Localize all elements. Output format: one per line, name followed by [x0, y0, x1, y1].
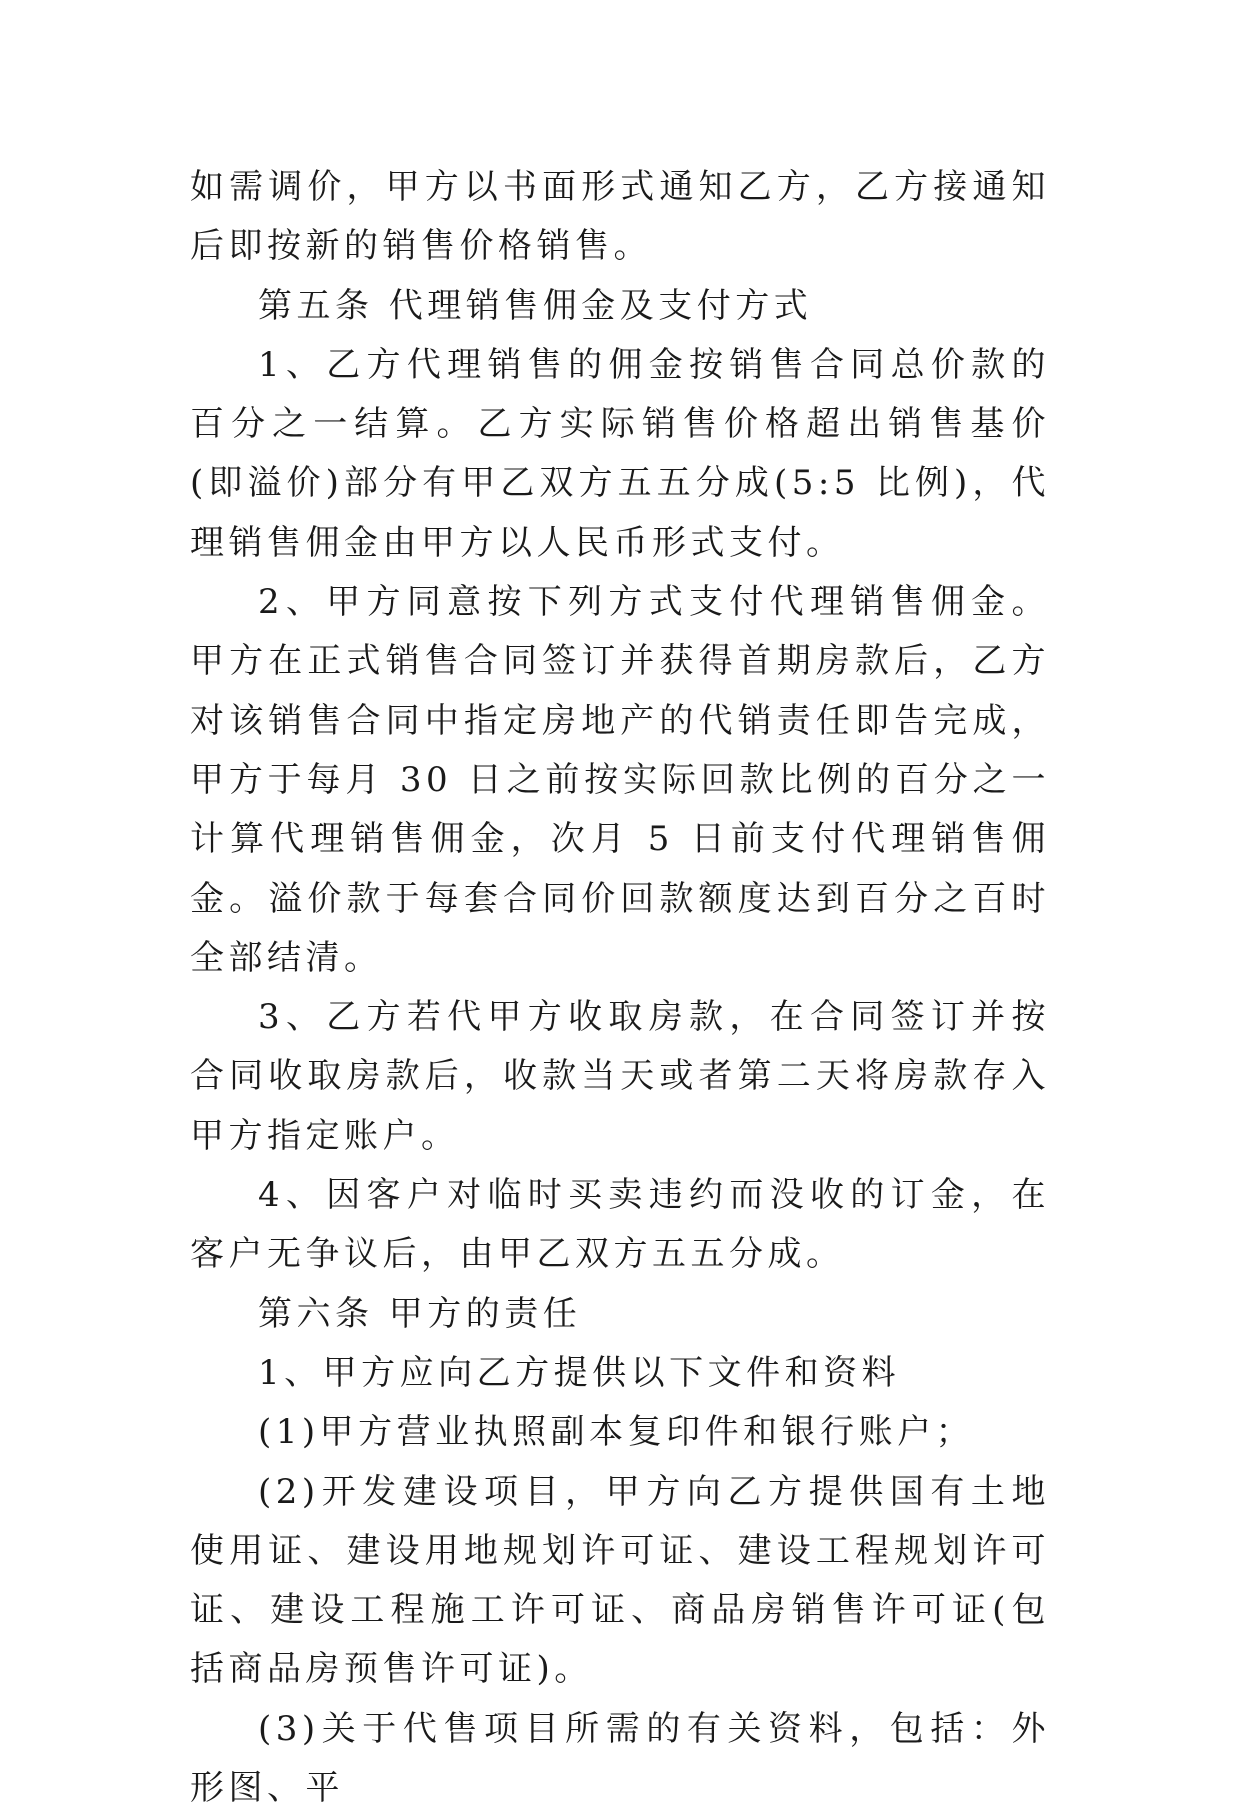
- paragraph-collect-payment: 3、乙方若代甲方收取房款，在合同签订并按合同收取房款后，收款当天或者第二天将房款存入甲方指定账户。: [190, 997, 1050, 1156]
- paragraph-price-adjustment: 如需调价，甲方以书面形式通知乙方，乙方接通知后即按新的销售价格销售。: [190, 167, 1050, 267]
- list-item-project-materials: (3)关于代售项目所需的有关资料，包括：外形图、平: [190, 1708, 1050, 1809]
- list-item-business-license: (1)甲方营业执照副本复印件和银行账户；: [258, 1412, 975, 1453]
- list-item-permits: (2)开发建设项目，甲方向乙方提供国有土地使用证、建设用地规划许可证、建设工程规划许可证、建设工程施工许可证、商品房销售许可证(包括商品房预售许可证)。: [190, 1471, 1050, 1690]
- article-5-heading: 第五条 代理销售佣金及支付方式: [258, 285, 813, 326]
- paragraph-forfeited-deposit: 4、因客户对临时买卖违约而没收的订金，在客户无争议后，由甲乙双方五五分成。: [190, 1175, 1050, 1275]
- article-6-heading: 第六条 甲方的责任: [258, 1293, 582, 1334]
- paragraph-provide-documents: 1、甲方应向乙方提供以下文件和资料: [258, 1352, 901, 1393]
- paragraph-commission-rate: 1、乙方代理销售的佣金按销售合同总价款的百分之一结算。乙方实际销售价格超出销售基价(即溢价)部分有甲乙双方五五分成(5:5 比例)，代理销售佣金由甲方以人民币形式支付。: [190, 344, 1050, 563]
- document-body: [190, 158, 1050, 1818]
- paragraph-commission-payment: 2、甲方同意按下列方式支付代理销售佣金。甲方在正式销售合同签订并获得首期房款后，乙方对该销售合同中指定房地产的代销责任即告完成，甲方于每月 30 日之前按实际回款比例的百分之一计算代理销售佣金，次月 5 日前支付代理销售佣金。溢价款于每套合同价回款额度达到百分之百时全部结清。: [190, 582, 1050, 978]
